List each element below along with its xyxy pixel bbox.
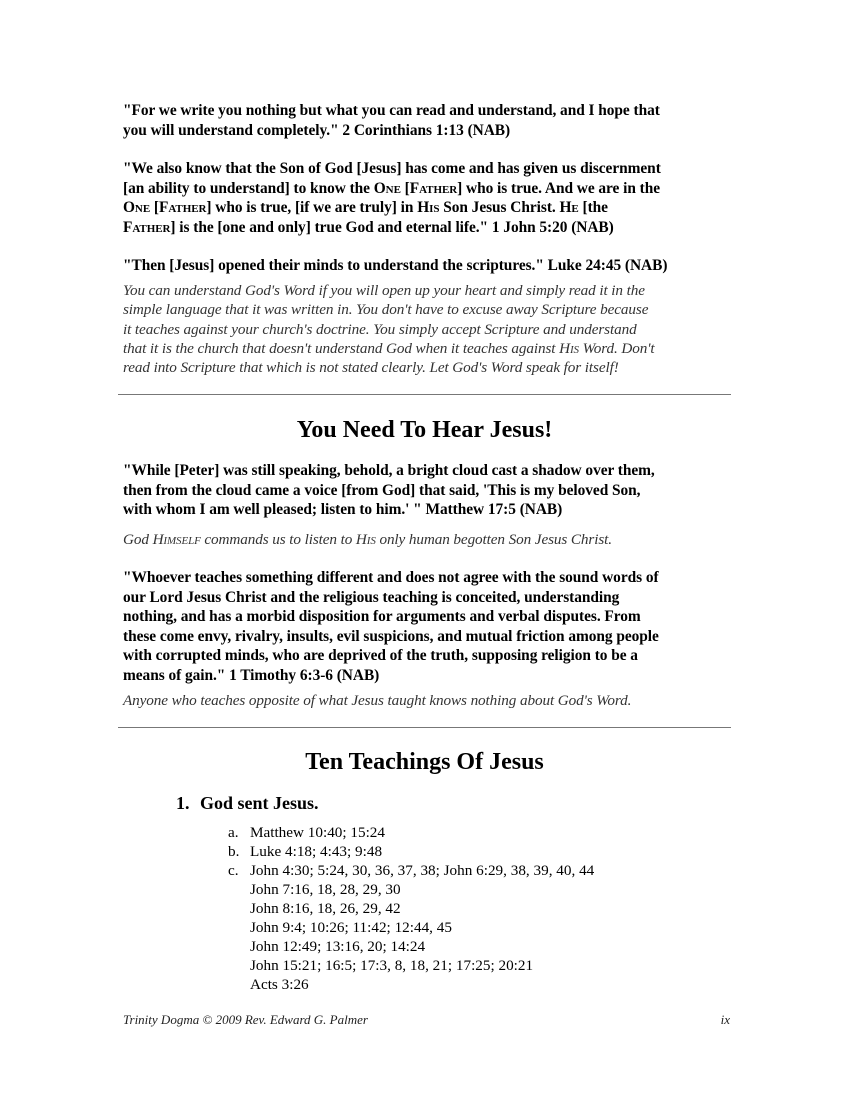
commentary-line: read into Scripture that which is not stated clearly. Let God's Word speak for itself! — [123, 359, 619, 377]
small-caps-run: Himself — [152, 531, 201, 548]
text-run: [ — [150, 199, 159, 216]
text-run: ] is the [one and only] true God and eternal life." 1 John 5:20 (NAB) — [170, 218, 614, 236]
sub-item-letter: a. — [228, 824, 239, 841]
quote-line: means of gain." 1 Timothy 6:3-6 (NAB) — [123, 666, 380, 684]
quote-line: then from the cloud came a voice [from God] that said, 'This is my beloved Son, — [123, 481, 641, 499]
item-number: 1. — [176, 793, 190, 813]
scripture-quote-luke — [123, 256, 735, 276]
commentary-line — [123, 530, 735, 549]
commentary-line — [123, 339, 735, 358]
text-run: God — [123, 531, 153, 548]
footer-page-number: ix — [720, 1012, 730, 1027]
text-run: commands us to listen to — [200, 531, 356, 548]
quote-line: "Then [Jesus] opened their minds to understand the scriptures." Luke 24:45 (NAB) — [123, 257, 668, 274]
scripture-quote-2-corinthians — [123, 101, 735, 140]
sub-item-a — [228, 823, 385, 842]
quote-line: "Whoever teaches something different and does not agree with the sound words of — [123, 569, 659, 586]
sub-item-letter: b. — [228, 843, 240, 860]
scripture-quote-timothy — [123, 568, 735, 685]
quote-line: "For we write you nothing but what you can read and understand, and I hope that — [123, 102, 660, 119]
text-run: Son Jesus Christ. — [439, 199, 560, 216]
quote-line — [123, 218, 735, 238]
scripture-quote-matthew — [123, 461, 735, 520]
sub-item-continuation: John 15:21; 16:5; 17:3, 8, 18, 21; 17:25; 20:21 — [250, 957, 534, 974]
footer-copyright: Trinity Dogma © 2009 Rev. Edward G. Palmer — [123, 1012, 368, 1027]
section-divider — [118, 394, 731, 395]
small-caps-run: He — [559, 199, 579, 216]
small-caps-run: One — [373, 179, 401, 197]
section-heading-ten-teachings: Ten Teachings Of Jesus — [305, 749, 544, 775]
text-run: [the — [578, 199, 608, 216]
sub-item-letter: c. — [228, 862, 239, 879]
sub-item-text: Luke 4:18; 4:43; 9:48 — [250, 843, 383, 860]
sub-item-continuation: John 8:16, 18, 26, 29, 42 — [250, 900, 401, 917]
sub-item-continuation: John 9:4; 10:26; 11:42; 12:44, 45 — [250, 919, 452, 936]
section-divider — [118, 727, 731, 728]
sub-item-continuation: Acts 3:26 — [250, 976, 309, 993]
commentary-line: Anyone who teaches opposite of what Jesus taught knows nothing about God's Word. — [123, 692, 632, 709]
small-caps-run: Father — [123, 218, 171, 236]
sub-item-text: John 4:30; 5:24, 30, 36, 37, 38; John 6:29, 38, 39, 40, 44 — [250, 862, 595, 879]
small-caps-run: His — [355, 531, 376, 548]
quote-line: with corrupted minds, who are deprived of the truth, supposing religion to be a — [123, 647, 638, 664]
text-run: that it is the church that doesn't understand God when it teaches against — [123, 339, 560, 357]
sub-item-b — [228, 842, 382, 861]
small-caps-run: Father — [158, 199, 207, 216]
small-caps-run: Father — [409, 179, 458, 197]
commentary-opposite — [123, 691, 735, 710]
text-run: ] who is true, [if we are truly] in — [206, 199, 418, 216]
section-heading-hear-jesus: You Need To Hear Jesus! — [296, 417, 553, 443]
commentary-line: it teaches against your church's doctrine. You simply accept Scripture and understand — [123, 320, 637, 338]
text-run: Word. Don't — [578, 339, 655, 357]
small-caps-run: His — [417, 199, 440, 216]
text-run: [ — [400, 179, 410, 197]
quote-line — [123, 179, 735, 199]
quote-line: these come envy, rivalry, insults, evil suspicions, and mutual friction among people — [123, 627, 659, 645]
quote-line: our Lord Jesus Christ and the religious teaching is conceited, understanding — [123, 588, 620, 606]
text-run: ] who is true. And we are in the — [457, 179, 661, 197]
commentary-listen — [123, 530, 735, 549]
commentary-line: simple language that it was written in. You don't have to excuse away Scripture because — [123, 301, 649, 319]
commentary-understand — [123, 281, 735, 377]
sub-item-continuation: John 12:49; 13:16, 20; 14:24 — [250, 938, 426, 955]
quote-line — [123, 198, 735, 218]
numbered-item-1 — [176, 792, 319, 814]
scripture-quote-1-john — [123, 159, 735, 237]
item-title: God sent Jesus. — [200, 793, 319, 813]
text-run: only human begotten Son Jesus Christ. — [375, 531, 612, 548]
sub-item-continuation: John 7:16, 18, 28, 29, 30 — [250, 881, 401, 898]
commentary-line: You can understand God's Word if you will open up your heart and simply read it in the — [123, 282, 645, 299]
quote-line: "We also know that the Son of God [Jesus] has come and has given us discernment — [123, 160, 661, 177]
sub-item-text: Matthew 10:40; 15:24 — [250, 824, 385, 841]
quote-line: you will understand completely." 2 Corinthians 1:13 (NAB) — [123, 121, 511, 139]
quote-line: nothing, and has a morbid disposition for arguments and verbal disputes. From — [123, 608, 641, 625]
quote-line: with whom I am well pleased; listen to him.' " Matthew 17:5 (NAB) — [123, 501, 563, 518]
small-caps-run: One — [123, 199, 151, 216]
small-caps-run: His — [559, 339, 579, 357]
quote-line: "While [Peter] was still speaking, behold, a bright cloud cast a shadow over them, — [123, 462, 655, 479]
text-run: [an ability to understand] to know the — [123, 179, 374, 197]
sub-item-c — [228, 861, 594, 880]
